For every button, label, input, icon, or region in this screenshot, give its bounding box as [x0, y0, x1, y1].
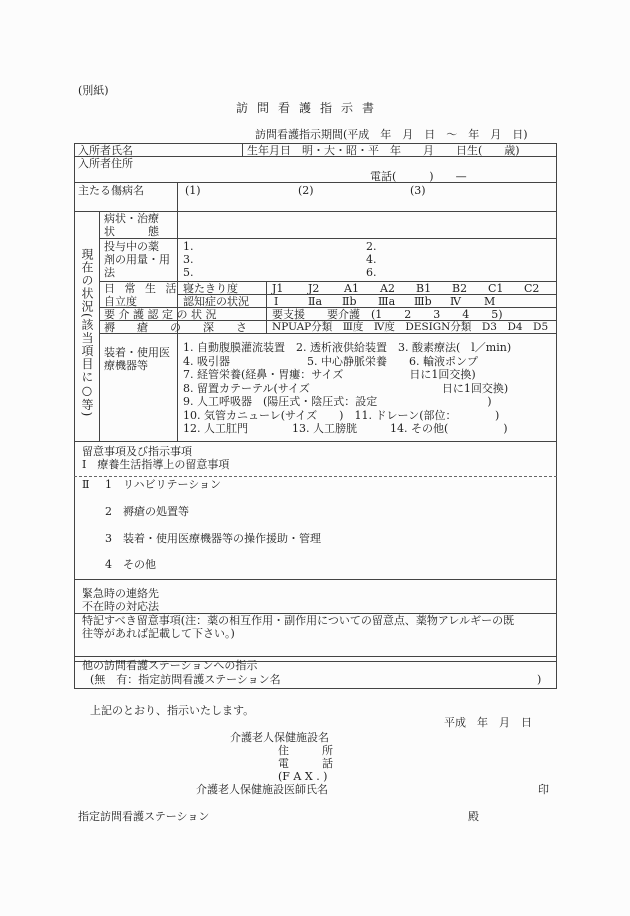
dementia-option[interactable]: Ⅲb [414, 295, 432, 308]
table-border-right [556, 143, 557, 661]
medication-slot-3[interactable]: 3. [183, 253, 194, 266]
bedridden-label: 寝たきり度 [183, 282, 238, 295]
adl-label-2: 自立度 [104, 295, 137, 308]
facility-fax-label: (F A X . ) [278, 770, 328, 783]
diagnosis-2[interactable]: (2) [298, 184, 314, 197]
honorific: 殿 [468, 810, 479, 823]
other-station-label: 他の訪問看護ステーションへの指示 [82, 659, 258, 672]
medication-label-3: 法 [104, 266, 115, 279]
instructions-part1[interactable]: Ⅰ 療養生活指導上の留意事項 [82, 458, 230, 471]
pressure-ulcer-label: 褥 瘡 の 深 さ [104, 321, 247, 334]
device-line[interactable]: 9. 人工呼吸器 (陽圧式・陰圧式：設定 ) [183, 395, 492, 408]
instruction-item[interactable]: 4 その他 [105, 558, 156, 571]
care-level-options[interactable]: 要支援 要介護 (1 2 3 4 5) [272, 308, 503, 321]
bedridden-option[interactable]: C1 [488, 282, 504, 295]
dementia-option[interactable]: Ⅱa [308, 295, 323, 308]
current-status-section-label: 現在の状況(該当項目に○等) [80, 248, 94, 418]
page-title: 訪問看護指示書 [236, 101, 384, 115]
devices-label-2: 療機器等 [104, 359, 148, 372]
doctor-name-label: 介護老人保健施設医師氏名 [196, 783, 328, 796]
special-notes-label-2: 往等があれば記載して下さい。) [82, 627, 235, 640]
emergency-contact-label[interactable]: 緊急時の連絡先 [82, 587, 159, 600]
device-line[interactable]: 1. 自動腹膜灌流装置 2. 透析液供給装置 3. 酸素療法( l／min) [183, 341, 512, 354]
absence-response-label[interactable]: 不在時の対応法 [82, 600, 159, 613]
table-border-left [74, 143, 75, 661]
other-station-field[interactable]: (無 有：指定訪問看護ステーション名 [90, 673, 281, 686]
facility-address-label: 住 所 [278, 744, 333, 757]
patient-name-label: 入所者氏名 [78, 144, 133, 157]
device-line[interactable]: 12. 人工肛門 13. 人工膀胱 14. その他( ) [183, 422, 508, 435]
birthdate-field[interactable]: 生年月日 明・大・昭・平 年 月 日生( 歳) [247, 144, 520, 157]
patient-address-label: 入所者住所 [78, 157, 133, 170]
medication-slot-4[interactable]: 4. [366, 253, 377, 266]
dementia-option[interactable]: Ⅱb [342, 295, 357, 308]
medication-slot-2[interactable]: 2. [366, 240, 377, 253]
medication-slot-5[interactable]: 5. [183, 266, 194, 279]
instruction-item[interactable]: 1 リハビリテーション [105, 478, 222, 491]
care-level-label: 要 介 護 認 定 の 状 況 [104, 308, 217, 321]
medication-slot-6[interactable]: 6. [366, 266, 377, 279]
diagnosis-1[interactable]: (1) [185, 184, 201, 197]
bedridden-option[interactable]: A1 [344, 282, 359, 295]
special-notes-label[interactable]: 特記すべき留意事項(注：薬の相互作用・副作用についての留意点、薬物アレルギーの既 [82, 614, 515, 627]
dementia-option[interactable]: Ⅰ [274, 295, 279, 308]
instruction-period: 訪問看護指示期間(平成 年 月 日 ～ 年 月 日) [255, 128, 528, 141]
diagnosis-3[interactable]: (3) [410, 184, 426, 197]
device-line[interactable]: 4. 吸引器 5. 中心静脈栄養 6. 輸液ポンプ [183, 355, 478, 368]
instructions-part2-numeral: Ⅱ [82, 478, 90, 491]
bedridden-option[interactable]: J2 [308, 282, 320, 295]
seal-mark: 印 [538, 783, 549, 796]
bedridden-option[interactable]: J1 [272, 282, 284, 295]
dementia-option[interactable]: M [484, 295, 496, 308]
device-line[interactable]: 7. 経管栄養(経鼻・胃瘻：サイズ 日に1回交換) [183, 368, 476, 381]
other-station-close: ) [537, 673, 542, 686]
bedridden-option[interactable]: C2 [524, 282, 540, 295]
dashed-divider [74, 476, 557, 477]
bedridden-option[interactable]: A2 [380, 282, 395, 295]
attachment-label: (別紙) [78, 84, 109, 97]
medication-slot-1[interactable]: 1. [183, 240, 194, 253]
bedridden-option[interactable]: B1 [416, 282, 432, 295]
statement-text: 上記のとおり、指示いたします。 [90, 704, 255, 717]
symptoms-label-2: 状 態 [104, 225, 159, 238]
dementia-option[interactable]: Ⅲa [378, 295, 396, 308]
dementia-option[interactable]: Ⅳ [450, 295, 461, 308]
diagnosis-label: 主たる傷病名 [78, 184, 144, 197]
instructions-heading: 留意事項及び指示事項 [82, 445, 192, 458]
issue-date[interactable]: 平成 年 月 日 [444, 716, 532, 729]
station-label: 指定訪問看護ステーション [78, 810, 210, 823]
facility-phone-label: 電 話 [278, 757, 333, 770]
device-line[interactable]: 10. 気管カニューレ(サイズ ) 11. ドレーン(部位： ) [183, 409, 500, 422]
dementia-label: 認知症の状況 [183, 295, 249, 308]
symptoms-label: 病状・治療 [104, 212, 159, 225]
device-line[interactable]: 8. 留置カテーテル(サイズ 日に1回交換) [183, 382, 509, 395]
instruction-item[interactable]: 2 褥瘡の処置等 [105, 505, 189, 518]
devices-label: 装着・使用医 [104, 346, 170, 359]
bedridden-option[interactable]: B2 [452, 282, 468, 295]
phone-field[interactable]: 電話( ) — [370, 170, 467, 183]
medication-label-2: 剤の用量・用 [104, 253, 170, 266]
pressure-ulcer-options[interactable]: NPUAP分類 Ⅲ度 Ⅳ度 DESIGN分類 D3 D4 D5 [272, 321, 549, 333]
facility-name-label: 介護老人保健施設名 [230, 731, 329, 744]
medication-label: 投与中の薬 [104, 240, 159, 253]
adl-label: 日 常 生 活 [104, 282, 180, 295]
instruction-item[interactable]: 3 装着・使用医療機器等の操作援助・管理 [105, 532, 321, 545]
